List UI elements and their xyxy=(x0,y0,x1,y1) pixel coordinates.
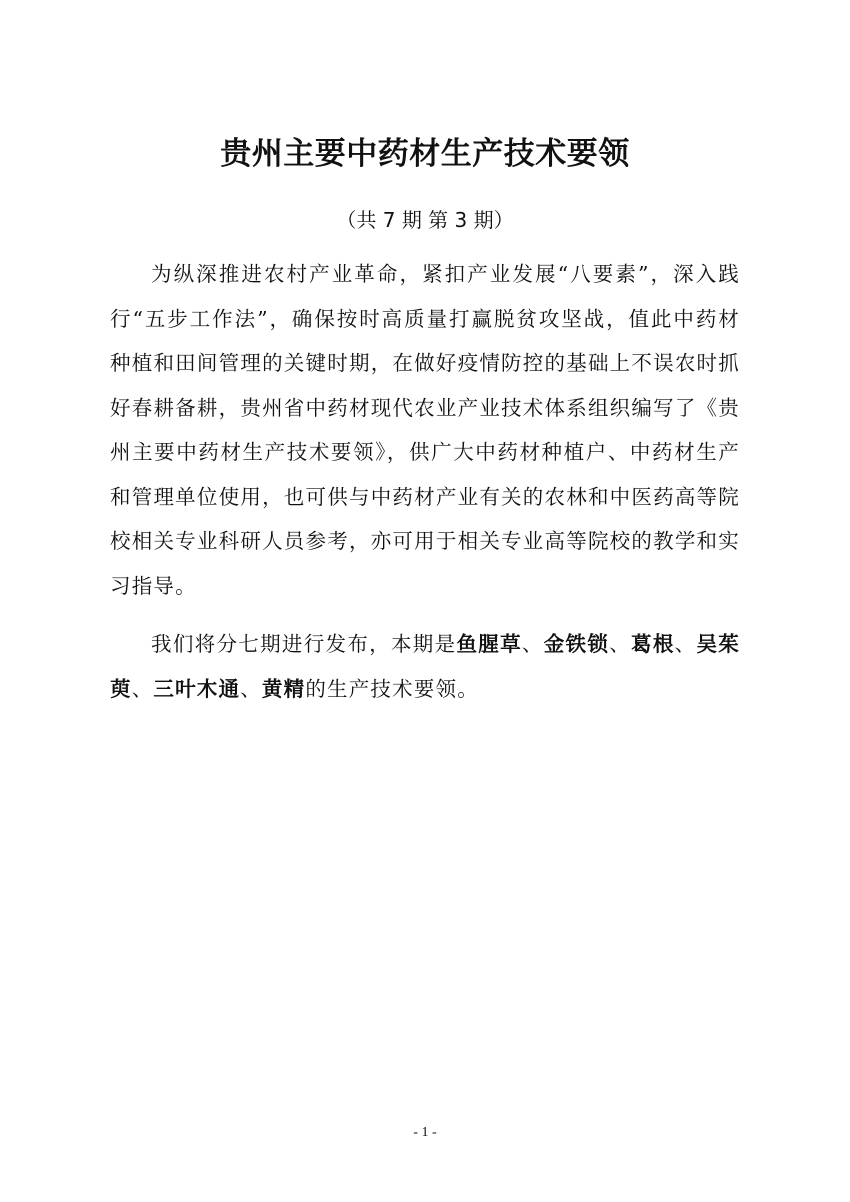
intro-paragraph: 为纵深推进农村产业革命，紧扣产业发展“八要素”，深入践行“五步工作法”，确保按时高质量打赢脱贫攻坚战，值此中药材种植和田间管理的关键时期，在做好疫情防控的基础上不误农时抓好春耕备耕，贵州省中药材现代农业产业技术体系组织编写了《贵州主要中药材生产技术要领》，供广大中药材种植户、中药材生产和管理单位使用，也可供与中药材产业有关的农林和中医药高等院校相关专业科研人员参考，亦可用于相关专业高等院校的教学和实习指导。 xyxy=(110,262,740,598)
issue-paragraph-intro: 我们将分七期进行发布，本期是 xyxy=(151,632,457,656)
list-separator: 、 xyxy=(674,632,697,656)
issue-paragraph-outro: 的生产技术要领。 xyxy=(305,676,479,701)
issue-paragraph xyxy=(110,622,740,711)
herb-name: 黄精 xyxy=(261,676,306,701)
herb-name: 三叶木通 xyxy=(153,676,241,701)
issue-subtitle: （共 7 期 第 3 期） xyxy=(336,208,514,232)
herb-name: 吴茱萸 xyxy=(110,632,741,701)
list-separator: 、 xyxy=(240,676,262,701)
page-number: - 1 - xyxy=(413,1125,437,1140)
document-title: 贵州主要中药材生产技术要领 xyxy=(220,136,630,172)
list-separator: 、 xyxy=(609,632,632,656)
list-separator: 、 xyxy=(521,632,544,656)
list-separator: 、 xyxy=(131,676,154,701)
herb-name: 金铁锁 xyxy=(543,632,610,656)
herb-name: 鱼腥草 xyxy=(456,632,522,656)
herb-name: 葛根 xyxy=(631,632,675,656)
